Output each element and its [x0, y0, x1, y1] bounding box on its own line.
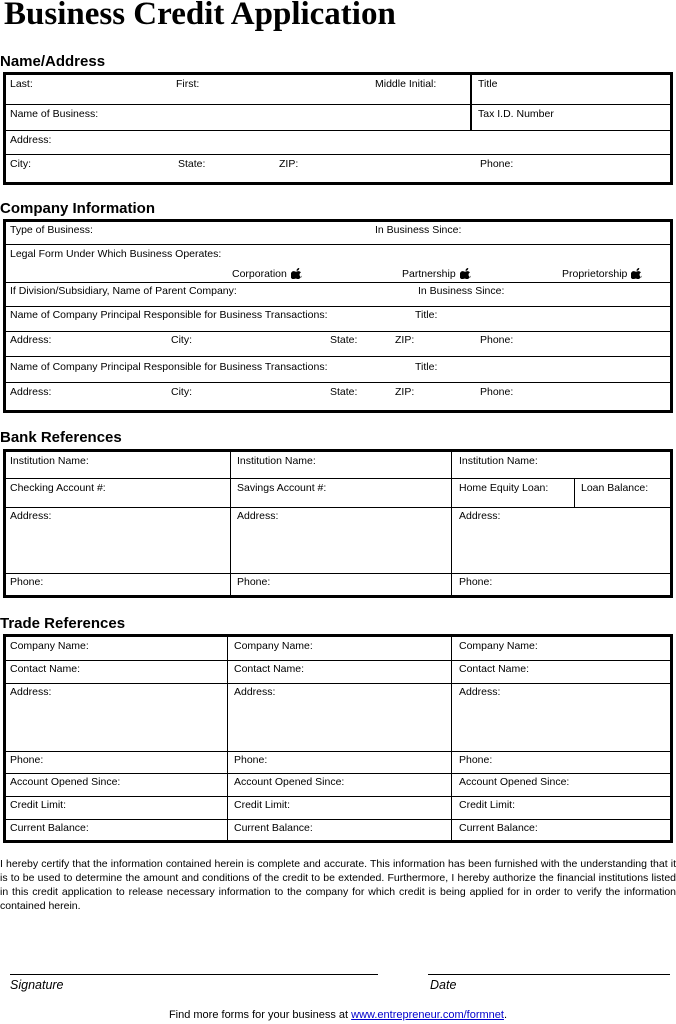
trade-1-company-name[interactable]: Company Name: — [10, 640, 89, 652]
bank-2-address[interactable]: Address: — [237, 510, 279, 522]
divider — [574, 478, 575, 507]
bank-loan-balance[interactable]: Loan Balance: — [581, 482, 649, 494]
section-heading-name-address: Name/Address — [0, 53, 106, 70]
trade-1-contact-name[interactable]: Contact Name: — [10, 663, 81, 675]
field-principal-1-address[interactable]: Address: — [10, 334, 52, 346]
divider — [5, 130, 671, 131]
trade-2-company-name[interactable]: Company Name: — [234, 640, 313, 652]
trade-3-phone[interactable]: Phone: — [459, 754, 493, 766]
field-principal-2-zip[interactable]: ZIP: — [395, 386, 415, 398]
certification-text: I hereby certify that the information contained herein is complete and accurate. This information has been furnished with the understanding that it is to be used to determine the amount and conditions of the credit to be extended. Furthermore, I hereby authorize the financial institutions listed in this credit application to release necessary information to the company for which credit is being applied for in order to verify the information contained herein. — [0, 858, 676, 912]
trade-2-address[interactable]: Address: — [234, 686, 276, 698]
date-line[interactable] — [428, 974, 670, 975]
footer-text: Find more forms for your business at — [168, 1009, 352, 1021]
field-tax-id[interactable]: Tax I.D. Number — [478, 108, 554, 120]
trade-box — [3, 634, 673, 843]
bank-savings-account[interactable]: Savings Account #: — [237, 482, 327, 494]
apple-icon[interactable] — [460, 267, 472, 279]
field-address[interactable]: Address: — [10, 134, 52, 146]
field-phone[interactable]: Phone: — [480, 158, 514, 170]
field-principal-2-address[interactable]: Address: — [10, 386, 52, 398]
field-middle-initial[interactable]: Middle Initial: — [375, 78, 437, 90]
field-parent-in-business-since[interactable]: In Business Since: — [418, 285, 505, 297]
field-principal-1-phone[interactable]: Phone: — [480, 334, 514, 346]
trade-3-company-name[interactable]: Company Name: — [459, 640, 538, 652]
field-principal-1-zip[interactable]: ZIP: — [395, 334, 415, 346]
field-principal-2-state[interactable]: State: — [330, 386, 358, 398]
section-heading-bank: Bank References — [0, 429, 122, 446]
trade-2-credit-limit[interactable]: Credit Limit: — [234, 799, 291, 811]
field-principal-2-city[interactable]: City: — [171, 386, 192, 398]
divider — [5, 773, 671, 774]
divider — [5, 796, 671, 797]
trade-2-phone[interactable]: Phone: — [234, 754, 268, 766]
divider — [5, 478, 671, 479]
option-proprietorship-label: Proprietorship — [562, 268, 628, 280]
bank-2-institution[interactable]: Institution Name: — [237, 455, 316, 467]
divider — [5, 660, 671, 661]
apple-icon[interactable] — [291, 267, 303, 279]
section-heading-company: Company Information — [0, 200, 156, 217]
trade-3-current-balance[interactable]: Current Balance: — [459, 822, 538, 834]
trade-2-current-balance[interactable]: Current Balance: — [234, 822, 313, 834]
divider — [5, 751, 671, 752]
field-state[interactable]: State: — [178, 158, 206, 170]
field-business-name[interactable]: Name of Business: — [10, 108, 99, 120]
trade-1-current-balance[interactable]: Current Balance: — [10, 822, 89, 834]
bank-2-phone[interactable]: Phone: — [237, 576, 271, 588]
label-legal-form: Legal Form Under Which Business Operates: — [10, 248, 222, 260]
trade-3-contact-name[interactable]: Contact Name: — [459, 663, 530, 675]
option-corporation[interactable] — [232, 267, 303, 280]
divider — [5, 683, 671, 684]
field-principal-2[interactable]: Name of Company Principal Responsible for Business Transactions: — [10, 361, 328, 373]
bank-home-equity-loan[interactable]: Home Equity Loan: — [459, 482, 549, 494]
bank-checking-account[interactable]: Checking Account #: — [10, 482, 106, 494]
trade-1-credit-limit[interactable]: Credit Limit: — [10, 799, 67, 811]
bank-1-address[interactable]: Address: — [10, 510, 52, 522]
divider — [5, 573, 671, 574]
field-city[interactable]: City: — [10, 158, 31, 170]
divider — [451, 451, 452, 596]
trade-1-address[interactable]: Address: — [10, 686, 52, 698]
field-principal-2-title[interactable]: Title: — [415, 361, 438, 373]
divider — [5, 382, 671, 383]
option-proprietorship[interactable] — [562, 267, 643, 280]
bank-1-phone[interactable]: Phone: — [10, 576, 44, 588]
divider — [227, 636, 228, 841]
signature-line[interactable] — [10, 974, 378, 975]
field-zip[interactable]: ZIP: — [279, 158, 299, 170]
option-partnership[interactable] — [402, 267, 472, 280]
trade-3-account-opened[interactable]: Account Opened Since: — [459, 776, 570, 788]
divider — [451, 636, 452, 841]
divider — [5, 306, 671, 307]
divider — [5, 154, 671, 155]
divider — [230, 451, 231, 596]
bank-1-institution[interactable]: Institution Name: — [10, 455, 89, 467]
trade-1-account-opened[interactable]: Account Opened Since: — [10, 776, 121, 788]
field-in-business-since[interactable]: In Business Since: — [375, 224, 462, 236]
divider — [5, 244, 671, 245]
trade-1-phone[interactable]: Phone: — [10, 754, 44, 766]
divider — [470, 74, 472, 130]
name-address-box — [3, 72, 673, 185]
option-partnership-label: Partnership — [402, 268, 456, 280]
field-parent-company[interactable]: If Division/Subsidiary, Name of Parent Company: — [10, 285, 237, 297]
divider — [5, 282, 671, 283]
field-principal-1[interactable]: Name of Company Principal Responsible for Business Transactions: — [10, 309, 328, 321]
field-first[interactable]: First: — [176, 78, 200, 90]
divider — [5, 331, 671, 332]
signature-label: Signature — [10, 978, 64, 992]
footer — [0, 1009, 676, 1021]
field-type-of-business[interactable]: Type of Business: — [10, 224, 93, 236]
footer-end: . — [503, 1009, 508, 1021]
page-title: Business Credit Application — [4, 0, 396, 32]
trade-3-credit-limit[interactable]: Credit Limit: — [459, 799, 516, 811]
field-title[interactable]: Title — [478, 78, 498, 90]
field-principal-1-state[interactable]: State: — [330, 334, 358, 346]
bank-3-institution[interactable]: Institution Name: — [459, 455, 538, 467]
divider — [5, 356, 671, 357]
section-heading-trade: Trade References — [0, 615, 126, 632]
field-principal-1-city[interactable]: City: — [171, 334, 192, 346]
field-principal-1-title[interactable]: Title: — [415, 309, 438, 321]
field-last[interactable]: Last: — [10, 78, 33, 90]
divider — [5, 104, 671, 105]
field-principal-2-phone[interactable]: Phone: — [480, 386, 514, 398]
option-corporation-label: Corporation — [232, 268, 287, 280]
footer-link[interactable]: www.entrepreneur.com/formnet — [351, 1009, 504, 1021]
trade-3-address[interactable]: Address: — [459, 686, 501, 698]
divider — [5, 819, 671, 820]
apple-icon[interactable] — [631, 267, 643, 279]
date-label: Date — [430, 978, 457, 992]
divider — [5, 507, 671, 508]
trade-2-account-opened[interactable]: Account Opened Since: — [234, 776, 345, 788]
bank-3-phone[interactable]: Phone: — [459, 576, 493, 588]
bank-box — [3, 449, 673, 598]
trade-2-contact-name[interactable]: Contact Name: — [234, 663, 305, 675]
bank-3-address[interactable]: Address: — [459, 510, 501, 522]
